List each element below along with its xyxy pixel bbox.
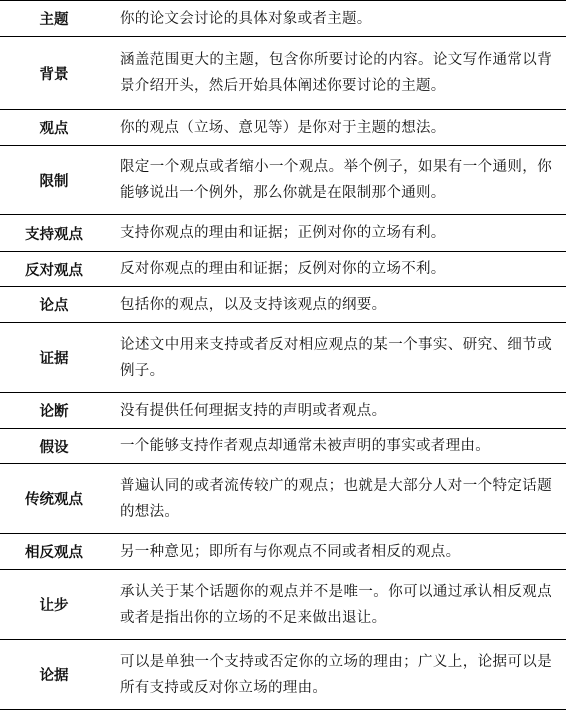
definition-rangbu: 承认关于某个话题你的观点并不是唯一。你可以通过承认相反观点或者是指出你的立场的不足来做出退让。: [120, 583, 552, 626]
term-rangbu: 让步: [39, 598, 69, 614]
table-row: [0, 287, 566, 323]
term-fandui-guandian: 反对观点: [25, 262, 83, 279]
definition-zhengju: 论述文中用来支持或者反对相应观点的某一个事实、研究、细节或例子。: [120, 336, 552, 379]
definition-lundian: 包括你的观点，以及支持该观点的纲要。: [120, 296, 387, 313]
table-row: [0, 1, 566, 37]
table-row: [0, 146, 566, 215]
definition-chuantong-guandian: 普遍认同的或者流传较广的观点；也就是大部分人对一个特定话题的想法。: [120, 477, 552, 520]
definition-guandian: 你的观点（立场、意见等）是你对于主题的想法。: [120, 119, 446, 136]
term-zhuti: 主题: [39, 12, 69, 28]
table-row: [0, 464, 566, 534]
term-xianzhi: 限制: [39, 173, 69, 190]
definition-fandui-guandian: 反对你观点的理由和证据；反例对你的立场不利。: [120, 261, 446, 277]
term-lunduan: 论断: [39, 404, 69, 420]
table-row: [0, 640, 566, 710]
glossary-body: [0, 1, 566, 710]
table-row: [0, 393, 566, 429]
term-jiashe: 假设: [39, 439, 69, 456]
definition-xianzhi: 限定一个观点或者缩小一个观点。举个例子，如果有一个通则，你能够说出一个例外，那么你就是在限制那个通则。: [120, 159, 552, 201]
term-lundian: 论点: [39, 298, 69, 314]
table-row: [0, 570, 566, 640]
term-xiangfan-guandian: 相反观点: [25, 545, 83, 561]
table-row: [0, 429, 566, 464]
definition-jiashe: 一个能够支持作者观点却通常未被声明的事实或者理由。: [120, 438, 490, 454]
term-zhichi-guandian: 支持观点: [25, 226, 83, 243]
table-row: [0, 215, 566, 252]
table-row: [0, 534, 566, 570]
term-chuantong-guandian: 传统观点: [25, 492, 83, 508]
table-row: [0, 110, 566, 146]
definition-zhichi-guandian: 支持你观点的理由和证据；正例对你的立场有利。: [120, 225, 446, 241]
definition-zhuti: 你的论文会讨论的具体对象或者主题。: [120, 10, 372, 27]
definition-lunduan: 没有提供任何理据支持的声明或者观点。: [120, 402, 387, 419]
table-row: [0, 323, 566, 393]
definition-lunju: 可以是单独一个支持或否定你的立场的理由；广义上，论据可以是所有支持或反对你立场的理由。: [120, 653, 552, 696]
table-row: [0, 252, 566, 287]
definition-beijing: 涵盖范围更大的主题，包含你所要讨论的内容。论文写作通常以背景介绍开头，然后开始具体阐述你要讨论的主题。: [120, 52, 552, 94]
definition-xiangfan-guandian: 另一种意见；即所有与你观点不同或者相反的观点。: [120, 543, 461, 560]
table-row: [0, 37, 566, 110]
term-beijing: 背景: [39, 66, 69, 83]
term-zhengju: 证据: [39, 351, 69, 367]
term-lunju: 论据: [39, 668, 69, 684]
term-guandian: 观点: [39, 121, 69, 137]
